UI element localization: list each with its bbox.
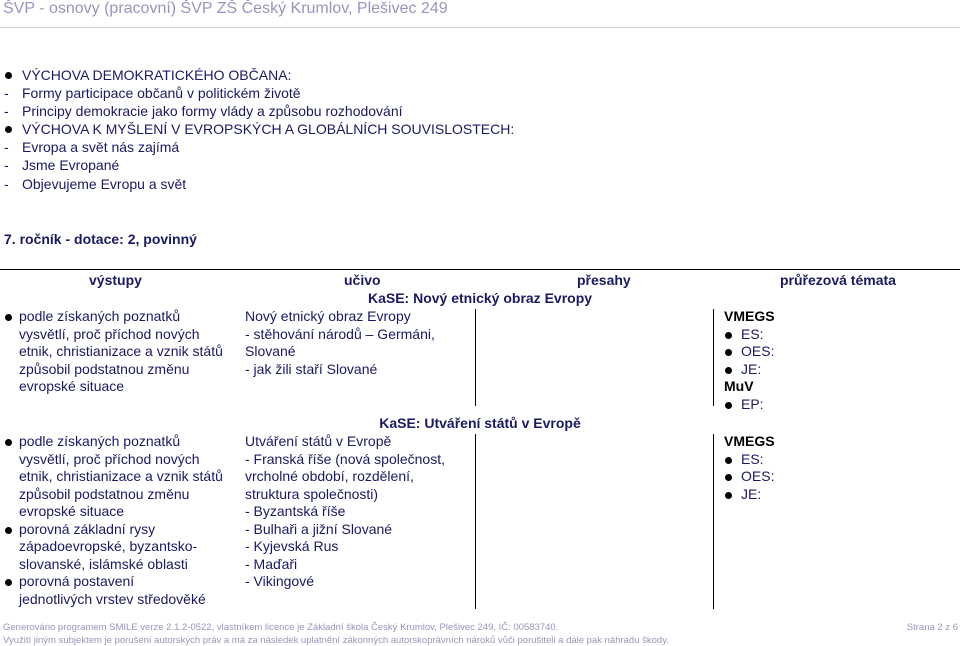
column-header-outcomes: výstupy: [89, 272, 142, 288]
topic-text: Principy demokracie jako formy vlády a způsobu rozhodování: [22, 103, 403, 120]
overlap-cell-border-right: [713, 434, 714, 609]
overlap-cell-border-left: [475, 434, 476, 609]
outcome-line: podle získaných poznatků: [4, 433, 223, 451]
curriculum-line: struktura společnosti): [245, 485, 379, 502]
column-header-overlaps: přesahy: [577, 272, 631, 288]
footer-generated-note: Generováno programem SMILE verze 2.1.2-0522, vlastníkem licence je Základní škola Český Krumlov, Plešivec 249, IČ: 00583740.: [3, 622, 559, 633]
dash-marker: -: [4, 157, 9, 174]
grade-heading: 7. ročník - dotace: 2, povinný: [4, 231, 197, 247]
outcome-line: západoevropské, byzantsko-: [19, 538, 198, 554]
outcome-line: vysvětlí, proč příchod nových: [19, 325, 200, 342]
curriculum-table: [0, 269, 960, 609]
section-2-curriculum: [245, 433, 445, 591]
outcome-line: způsobil podstatnou změnu: [19, 485, 190, 502]
cross-curricular-topics-list: [4, 66, 514, 193]
table-top-border: [0, 269, 960, 270]
subtopic-item: [4, 138, 514, 156]
subtopic-item: [4, 156, 514, 174]
curriculum-line: - stěhování národů – Germáni,: [245, 325, 435, 342]
section-title: KaSE: Nový etnický obraz Evropy: [367, 290, 593, 306]
header-divider: [0, 27, 960, 28]
overlap-cell-border-left: [475, 309, 476, 406]
topic-item: [4, 120, 514, 138]
subtopic-item: [4, 84, 514, 102]
dash-marker: -: [4, 175, 9, 192]
topic-text: Formy participace občanů v politickém životě: [22, 85, 301, 102]
curriculum-line: vrcholné období, rozdělení,: [245, 468, 414, 484]
curriculum-line: - Bulhaři a jižní Slované: [245, 520, 393, 537]
cross-topic-line: JE:: [724, 486, 775, 504]
cross-topic-line: MuV: [724, 378, 754, 394]
footer-copyright-note: Využití jiným subjektem je porušení autorských práv a má za následek uplatnění zákonných autorskoprávních nároků vůči porušiteli a dále pak náhradu škody.: [3, 635, 669, 646]
outcome-line: porovná postavení: [4, 573, 223, 591]
subtopic-item: [4, 175, 514, 193]
section-2-outcomes: [4, 433, 223, 608]
cross-topic-line: VMEGS: [724, 308, 775, 324]
curriculum-line: - Byzantská říše: [245, 503, 346, 519]
dash-marker: -: [4, 85, 9, 102]
cross-topic-line: OES:: [724, 343, 775, 361]
curriculum-line: Slované: [245, 343, 296, 359]
subtopic-item: [4, 102, 514, 120]
topic-text: VÝCHOVA K MYŠLENÍ V EVROPSKÝCH A GLOBÁLNÍCH SOUVISLOSTECH:: [22, 121, 515, 138]
cross-topic-line: EP:: [724, 396, 775, 414]
overlap-cell-border-right: [713, 309, 714, 406]
curriculum-line: Nový etnický obraz Evropy: [245, 308, 411, 324]
outcome-line: etnik, christianizace a vznik států: [19, 343, 223, 359]
outcome-line: vysvětlí, proč příchod nových: [19, 450, 200, 467]
outcome-line: evropské situace: [19, 503, 125, 519]
outcome-line: způsobil podstatnou změnu: [19, 360, 190, 377]
topic-text: Evropa a svět nás zajímá: [22, 139, 180, 156]
curriculum-line: - Maďaři: [245, 555, 298, 572]
outcome-line: porovná základní rysy: [4, 521, 223, 539]
cross-topic-line: OES:: [724, 468, 775, 486]
section-2-cross-topics: [724, 433, 775, 503]
section-1-curriculum: [245, 308, 435, 378]
cross-topic-line: VMEGS: [724, 433, 775, 449]
curriculum-line: - Vikingové: [245, 573, 315, 589]
outcome-line: slovanské, islámské oblasti: [19, 555, 188, 572]
curriculum-line: - Kyjevská Rus: [245, 538, 339, 554]
topic-text: Objevujeme Evropu a svět: [22, 175, 187, 192]
cross-topic-line: ES:: [724, 326, 775, 344]
section-1-outcomes: [4, 308, 223, 396]
dash-marker: -: [4, 139, 9, 156]
topic-item: [4, 66, 514, 84]
section-1-cross-topics: [724, 308, 775, 413]
outcome-line: podle získaných poznatků: [4, 308, 223, 326]
page-header-title: ŠVP - osnovy (pracovní) ŠVP ZŠ Český Krumlov, Plešivec 249: [3, 0, 448, 17]
cross-topic-line: ES:: [724, 451, 775, 469]
bullet-icon: [5, 126, 12, 133]
topic-text: Jsme Evropané: [22, 157, 120, 174]
cross-topic-line: JE:: [724, 361, 775, 379]
outcome-line: jednotlivých vrstev středověké: [19, 590, 206, 607]
bullet-icon: [5, 72, 12, 79]
outcome-line: evropské situace: [19, 378, 125, 394]
column-header-cross-curricular: průřezová témata: [780, 272, 896, 288]
topic-text: VÝCHOVA DEMOKRATICKÉHO OBČANA:: [22, 67, 292, 83]
outcome-line: etnik, christianizace a vznik států: [19, 468, 223, 484]
dash-marker: -: [4, 103, 9, 120]
curriculum-line: Utváření států v Evropě: [245, 433, 392, 449]
footer-page-number: Strana 2 z 6: [906, 622, 958, 633]
section-title: KaSE: Utváření států v Evropě: [379, 415, 581, 431]
column-header-curriculum: učivo: [344, 272, 381, 288]
curriculum-line: - jak žili staří Slované: [245, 360, 378, 377]
curriculum-line: - Franská říše (nová společnost,: [245, 450, 445, 467]
